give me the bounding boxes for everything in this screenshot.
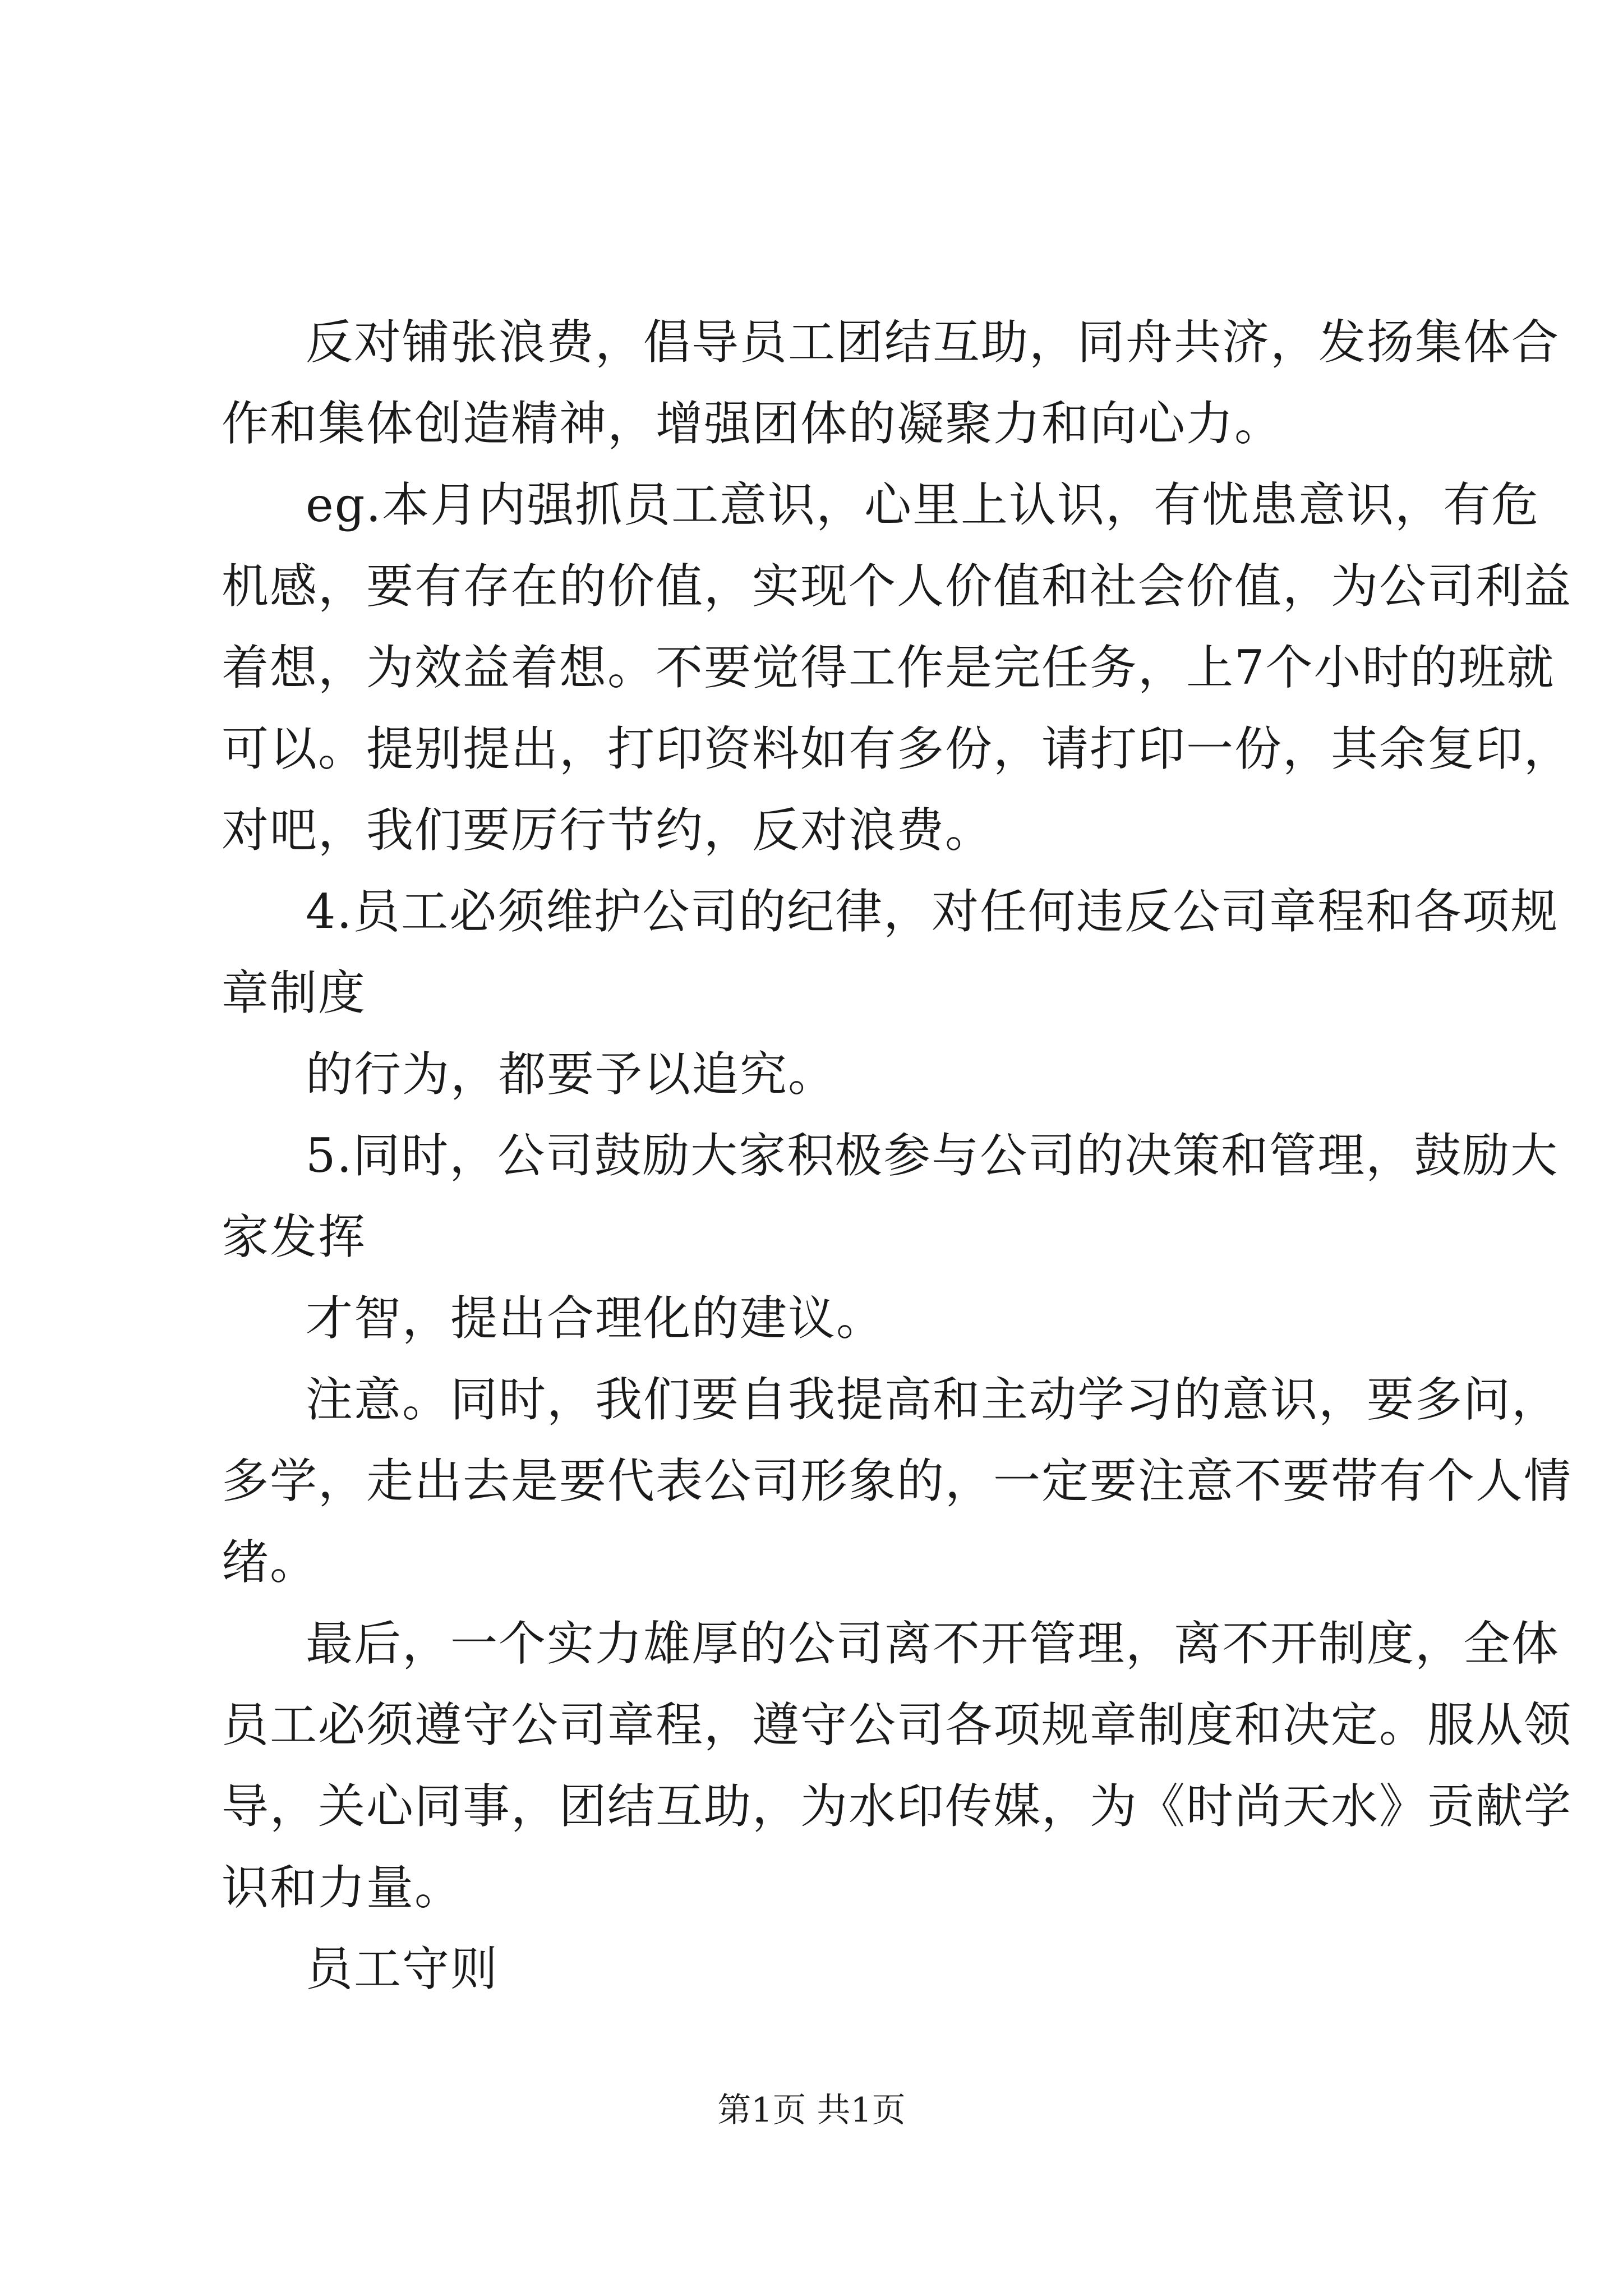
text-line: 对吧，我们要厉行节约，反对浪费。 bbox=[222, 803, 994, 858]
text-line: 可以。提别提出，打印资料如有多份，请打印一份，其余复印， bbox=[222, 721, 1573, 776]
text-line: 多学，走出去是要代表公司形象的，一定要注意不要带有个人情 bbox=[222, 1453, 1573, 1508]
text-line: 最后，一个实力雄厚的公司离不开管理，离不开制度，全体 bbox=[306, 1616, 1560, 1671]
text-line: 绪。 bbox=[222, 1535, 319, 1590]
text-line: 5.同时，公司鼓励大家积极参与公司的决策和管理，鼓励大 bbox=[306, 1128, 1559, 1183]
text-line: 作和集体创造精神，增强团体的凝聚力和向心力。 bbox=[222, 396, 1283, 451]
text-line: eg.本月内强抓员工意识，心里上认识，有忧患意识，有危 bbox=[306, 477, 1540, 532]
text-line: 着想，为效益着想。不要觉得工作是完任务，上7个小时的班就 bbox=[222, 640, 1555, 695]
text-line: 机感，要有存在的价值，实现个人价值和社会价值，为公司利益 bbox=[222, 559, 1573, 614]
text-line: 注意。同时，我们要自我提高和主动学习的意识，要多问， bbox=[306, 1372, 1560, 1427]
text-line: 员工必须遵守公司章程，遵守公司各项规章制度和决定。服从领 bbox=[222, 1697, 1573, 1752]
text-line: 导，关心同事，团结互助，为水印传媒，为《时尚天水》贡献学 bbox=[222, 1779, 1573, 1834]
text-line: 章制度 bbox=[222, 965, 367, 1020]
text-line: 反对铺张浪费，倡导员工团结互助，同舟共济，发扬集体合 bbox=[306, 315, 1560, 370]
text-line: 员工守则 bbox=[306, 1941, 499, 1996]
text-line: 的行为，都要予以追究。 bbox=[306, 1047, 837, 1102]
page-footer: 第1页 共1页 bbox=[717, 2091, 906, 2130]
text-line: 家发挥 bbox=[222, 1209, 367, 1264]
text-line: 4.员工必须维护公司的纪律，对任何违反公司章程和各项规 bbox=[306, 884, 1559, 939]
text-line: 才智，提出合理化的建议。 bbox=[306, 1291, 885, 1346]
text-line: 识和力量。 bbox=[222, 1860, 463, 1915]
